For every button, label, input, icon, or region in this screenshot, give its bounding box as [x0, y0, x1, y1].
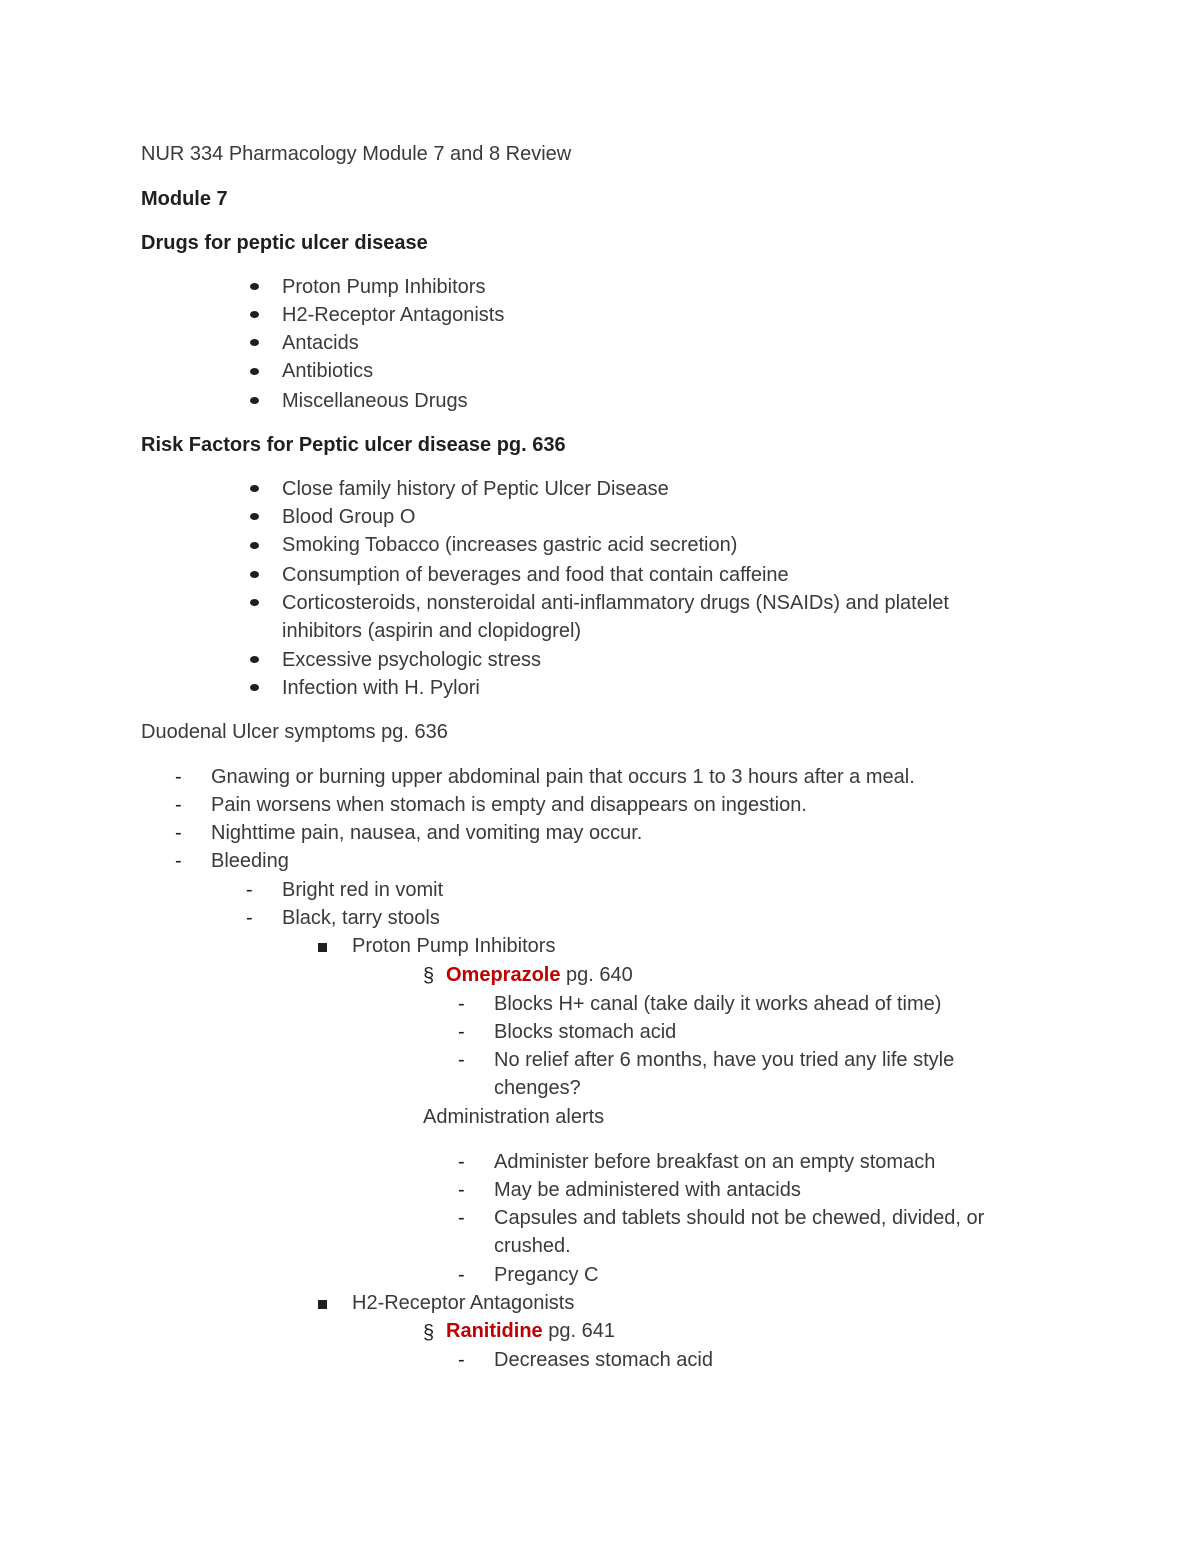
bullet-dot-icon [250, 311, 259, 318]
list-item-continuation: chenges? [494, 1077, 581, 1099]
dash-marker: - [458, 1179, 465, 1201]
list-item: Excessive psychologic stress [282, 649, 541, 671]
ppi-label: Proton Pump Inhibitors [352, 935, 556, 957]
list-item-continuation: inhibitors (aspirin and clopidogrel) [282, 620, 582, 642]
dash-marker: - [458, 1264, 465, 1286]
section-sign-icon: § [423, 965, 435, 987]
square-bullet-icon [318, 1300, 327, 1309]
list-item: Antacids [282, 332, 359, 354]
drug-name-ranitidine: Ranitidine [446, 1320, 543, 1342]
list-item: May be administered with antacids [494, 1179, 801, 1201]
list-item-continuation: crushed. [494, 1235, 571, 1257]
module-heading: Module 7 [141, 188, 228, 210]
list-item: Black, tarry stools [282, 907, 440, 929]
list-item: Smoking Tobacco (increases gastric acid secretion) [282, 534, 738, 556]
list-item: Capsules and tablets should not be chewed, divided, or [494, 1207, 985, 1229]
bullet-dot-icon [250, 513, 259, 520]
list-item: Consumption of beverages and food that contain caffeine [282, 564, 789, 586]
h2-label: H2-Receptor Antagonists [352, 1292, 575, 1314]
dash-marker: - [458, 1349, 465, 1371]
list-item: H2-Receptor Antagonists [282, 304, 505, 326]
dash-marker: - [175, 794, 182, 816]
list-item: Close family history of Peptic Ulcer Disease [282, 478, 669, 500]
list-item: Pain worsens when stomach is empty and disappears on ingestion. [211, 794, 807, 816]
bullet-dot-icon [250, 397, 259, 404]
dash-marker: - [175, 850, 182, 872]
list-item: Administer before breakfast on an empty stomach [494, 1151, 936, 1173]
list-item: Bleeding [211, 850, 289, 872]
bullet-dot-icon [250, 542, 259, 549]
bullet-dot-icon [250, 485, 259, 492]
list-item: Blocks stomach acid [494, 1021, 677, 1043]
list-item: Blood Group O [282, 506, 416, 528]
square-bullet-icon [318, 943, 327, 952]
ranitidine-entry [446, 1317, 615, 1345]
drug-name-omeprazole: Omeprazole [446, 964, 561, 986]
duodenal-heading: Duodenal Ulcer symptoms pg. 636 [141, 721, 448, 743]
bullet-dot-icon [250, 656, 259, 663]
dash-marker: - [458, 1049, 465, 1071]
list-item: Bright red in vomit [282, 879, 444, 901]
section-sign-icon: § [423, 1322, 435, 1344]
bullet-dot-icon [250, 339, 259, 346]
drugs-heading: Drugs for peptic ulcer disease [141, 232, 428, 254]
bullet-dot-icon [250, 571, 259, 578]
list-item: No relief after 6 months, have you tried any life style [494, 1049, 955, 1071]
bullet-dot-icon [250, 368, 259, 375]
bullet-dot-icon [250, 599, 259, 606]
dash-marker: - [246, 907, 253, 929]
dash-marker: - [458, 1021, 465, 1043]
list-item: Antibiotics [282, 360, 374, 382]
omeprazole-entry [446, 961, 633, 989]
bullet-dot-icon [250, 283, 259, 290]
list-item: Infection with H. Pylori [282, 677, 480, 699]
dash-marker: - [458, 993, 465, 1015]
risk-factors-heading: Risk Factors for Peptic ulcer disease pg. 636 [141, 434, 566, 456]
list-item: Blocks H+ canal (take daily it works ahead of time) [494, 993, 942, 1015]
page-reference: pg. 641 [542, 1320, 615, 1342]
document-title: NUR 334 Pharmacology Module 7 and 8 Review [141, 143, 572, 165]
dash-marker: - [246, 879, 253, 901]
list-item: Corticosteroids, nonsteroidal anti-inflammatory drugs (NSAIDs) and platelet [282, 592, 949, 614]
bullet-dot-icon [250, 684, 259, 691]
list-item: Gnawing or burning upper abdominal pain that occurs 1 to 3 hours after a meal. [211, 766, 915, 788]
dash-marker: - [175, 766, 182, 788]
list-item: Nighttime pain, nausea, and vomiting may occur. [211, 822, 643, 844]
list-item: Miscellaneous Drugs [282, 390, 468, 412]
page-reference: pg. 640 [560, 964, 633, 986]
dash-marker: - [458, 1151, 465, 1173]
dash-marker: - [458, 1207, 465, 1229]
dash-marker: - [175, 822, 182, 844]
list-item: Proton Pump Inhibitors [282, 276, 486, 298]
admin-heading: Administration alerts [423, 1106, 605, 1128]
list-item: Pregancy C [494, 1264, 599, 1286]
list-item: Decreases stomach acid [494, 1349, 713, 1371]
